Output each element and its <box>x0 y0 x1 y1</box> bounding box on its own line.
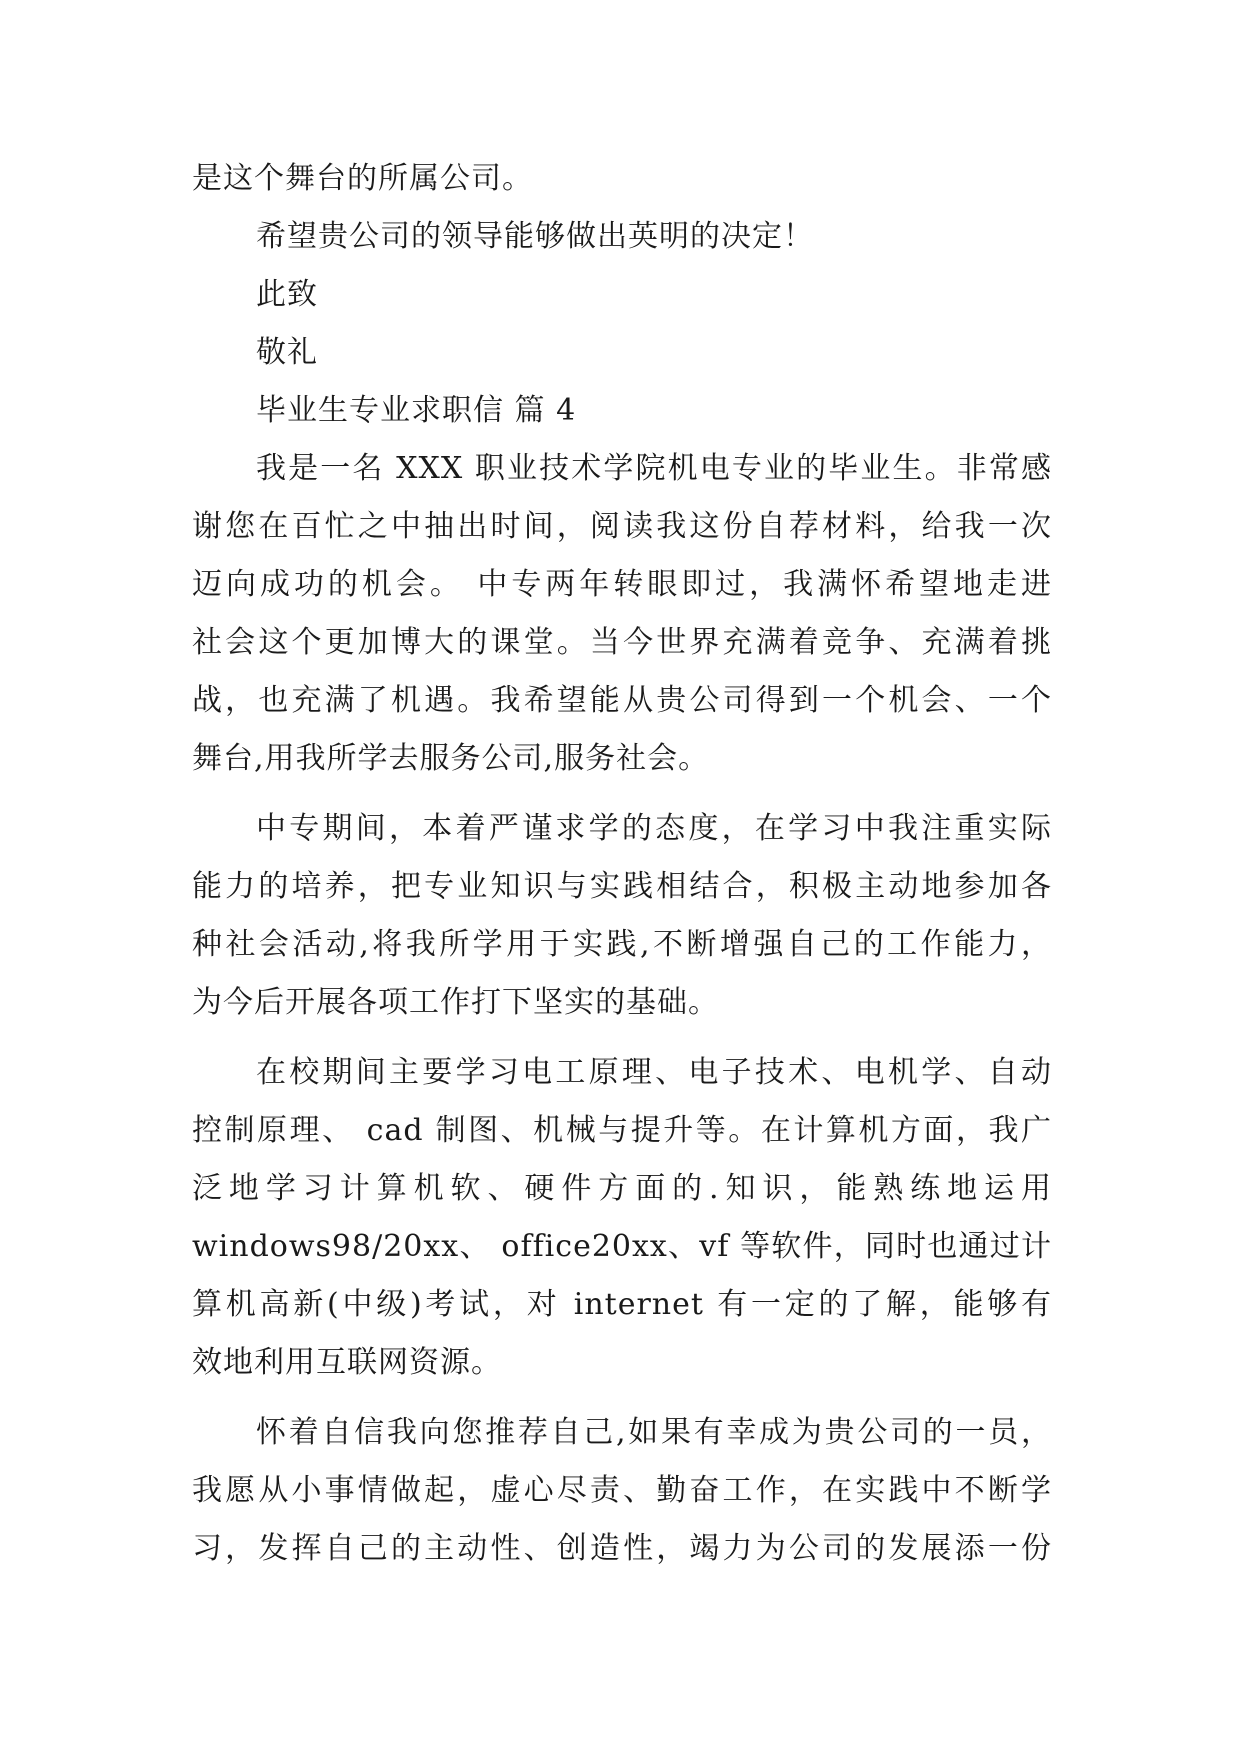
text-line: 能力的培养，把专业知识与实践相结合，积极主动地参加各 <box>192 869 1052 904</box>
text-line: 为今后开展各项工作打下坚实的基础。 <box>192 985 719 1020</box>
text-line: 希望贵公司的领导能够做出英明的决定！ <box>256 219 814 254</box>
text-line: 种社会活动,将我所学用于实践,不断增强自己的工作能力， <box>192 927 1052 962</box>
text-line: 迈向成功的机会。 中专两年转眼即过，我满怀希望地走进 <box>192 567 1052 602</box>
section-heading: 毕业生专业求职信 篇 4 <box>256 393 577 428</box>
text-line: 习，发挥自己的主动性、创造性，竭力为公司的发展添一份 <box>192 1531 1052 1566</box>
text-line: 战，也充满了机遇。我希望能从贵公司得到一个机会、一个 <box>192 683 1052 718</box>
text-line: 社会这个更加博大的课堂。当今世界充满着竞争、充满着挑 <box>192 625 1052 660</box>
text-line: 在校期间主要学习电工原理、电子技术、电机学、自动 <box>256 1055 1052 1090</box>
text-line: 效地利用互联网资源。 <box>192 1345 502 1380</box>
text-line: windows98/20xx、 office20xx、vf 等软件，同时也通过计 <box>192 1229 1052 1264</box>
text-line: 谢您在百忙之中抽出时间，阅读我这份自荐材料，给我一次 <box>192 509 1052 544</box>
text-line: 怀着自信我向您推荐自己,如果有幸成为贵公司的一员， <box>256 1415 1052 1450</box>
text-line: 中专期间，本着严谨求学的态度，在学习中我注重实际 <box>256 811 1052 846</box>
text-line: 舞台,用我所学去服务公司,服务社会。 <box>192 741 710 776</box>
text-line: 算机高新(中级)考试，对 internet 有一定的了解，能够有 <box>192 1287 1052 1322</box>
document-body <box>192 150 1052 1578</box>
text-line: 敬礼 <box>256 335 318 370</box>
text-line: 是这个舞台的所属公司。 <box>192 161 533 196</box>
text-line: 控制原理、 cad 制图、机械与提升等。在计算机方面，我广 <box>192 1113 1052 1148</box>
text-line: 泛地学习计算机软、硬件方面的.知识，能熟练地运用 <box>192 1171 1052 1206</box>
text-line: 我愿从小事情做起，虚心尽责、勤奋工作，在实践中不断学 <box>192 1473 1052 1508</box>
text-line: 我是一名 XXX 职业技术学院机电专业的毕业生。非常感 <box>256 451 1052 486</box>
text-line: 此致 <box>256 277 318 312</box>
